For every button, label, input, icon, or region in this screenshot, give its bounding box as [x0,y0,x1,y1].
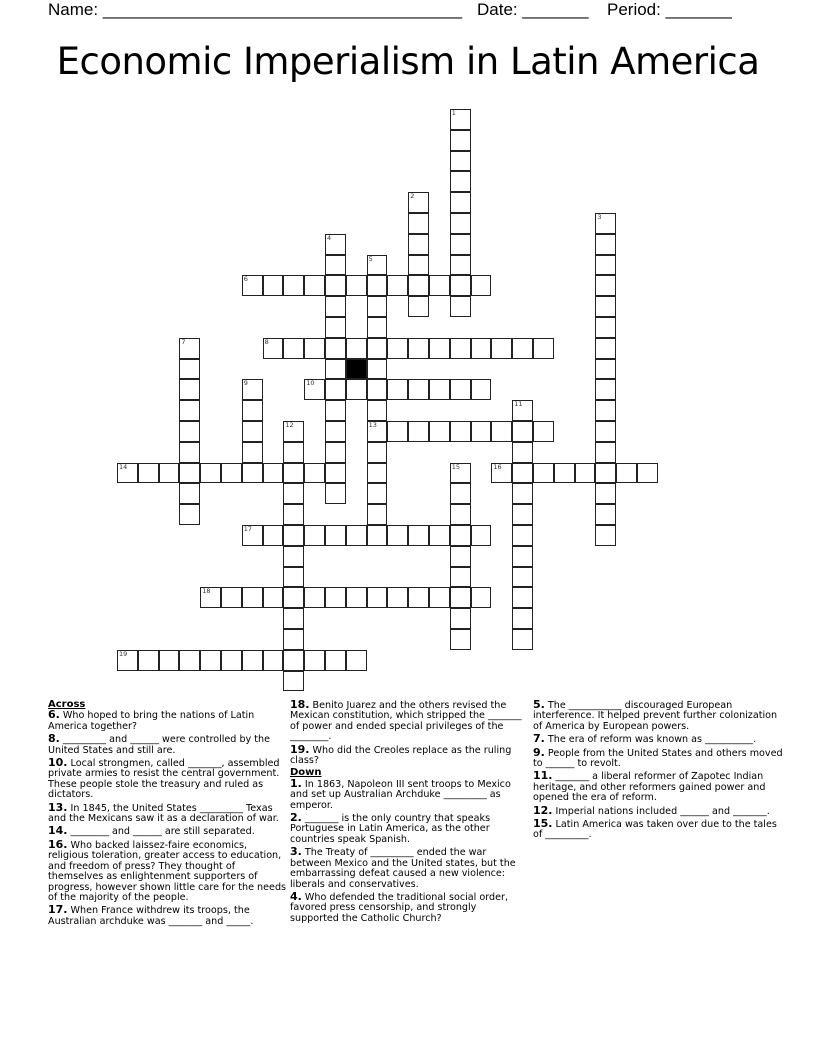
clue-number: 11. [533,769,553,783]
clue-number: 1. [290,776,302,790]
crossword-cell[interactable] [512,338,533,359]
crossword-cell[interactable] [242,421,263,442]
clue-number: 8. [48,732,60,746]
crossword-cell[interactable] [138,650,159,671]
crossword-cell[interactable] [367,504,388,525]
crossword-cell[interactable] [179,463,200,484]
crossword-cell[interactable] [283,567,304,588]
cell-number: 2 [410,192,415,201]
crossword-cell[interactable] [263,525,284,546]
crossword-cell[interactable] [346,275,367,296]
crossword-cell[interactable] [325,338,346,359]
cell-number: 10 [306,379,315,388]
crossword-cell[interactable] [512,629,533,650]
crossword-cell[interactable] [575,463,596,484]
crossword-cell[interactable] [450,629,471,650]
crossword-cell[interactable] [242,275,263,296]
cell-number: 16 [493,462,502,471]
crossword-cell[interactable] [512,483,533,504]
crossword-cell[interactable] [450,338,471,359]
cell-number: 1 [451,109,456,117]
crossword-cell[interactable] [346,650,367,671]
across-clue-16 [48,837,288,903]
crossword-cell[interactable] [471,421,492,442]
crossword-cell[interactable] [367,442,388,463]
crossword-cell[interactable] [325,359,346,380]
crossword-cell[interactable] [325,234,346,255]
down-clue-9 [533,745,783,770]
crossword-cell[interactable] [450,463,471,484]
crossword-cell[interactable] [554,463,575,484]
clue-text: Who backed laissez-faire economics, religious toleration, greater access to education, and freedom of press? They thought of themselves as enlightenment supporters of progress, however shown little care for the needs of the majority of the people. [48,839,287,903]
crossword-cell[interactable] [346,379,367,400]
crossword-cell[interactable] [450,379,471,400]
clue-text: ________ and ______ are still separated. [67,826,255,838]
crossword-cell[interactable] [512,587,533,608]
crossword-cell[interactable] [471,338,492,359]
crossword-cell[interactable] [367,317,388,338]
cell-number: 3 [597,213,602,221]
clue-text: _______ is the only country that speaks Portuguese in Latin America, as the other countries speak Spanish. [290,813,491,845]
crossword-cell[interactable] [367,255,388,276]
crossword-cell[interactable] [408,275,429,296]
crossword-cell[interactable] [367,463,388,484]
down-clue-5 [533,700,783,732]
crossword-cell[interactable] [367,338,388,359]
crossword-cell[interactable] [242,587,263,608]
cell-number: 19 [119,649,128,658]
clue-number: 16. [48,837,68,851]
page-title: Economic Imperialism in Latin America [56,40,760,83]
crossword-cell[interactable] [367,483,388,504]
clues-column-3 [533,700,783,843]
clues-column-1 [48,700,288,929]
crossword-cell[interactable] [450,275,471,296]
across-clue-13 [48,800,288,825]
crossword-cell[interactable] [221,650,242,671]
crossword-cell[interactable] [450,504,471,525]
crossword-cell[interactable] [242,650,263,671]
clue-text: _______ a liberal reformer of Zapotec Indian heritage, and other reformers gained power and opened the era of reform. [533,771,766,804]
clue-number: 19. [290,742,310,756]
clue-number: 18. [290,698,310,711]
crossword-cell[interactable] [450,213,471,234]
clue-text: Benito Juarez and the others revised the Mexican constitution, which stripped the _______ of power and ended special privileges of the ________. [290,700,522,743]
clue-text: Local strongmen, called _______, assembled private armies to resist the central government. These people stole the treasury and ruled as dictators. [48,758,280,801]
cell-number: 11 [514,400,523,409]
period-field[interactable]: Period: _______ [607,0,732,19]
crossword-cell[interactable] [283,546,304,567]
crossword-cell[interactable] [263,463,284,484]
across-clue-19 [290,742,528,767]
crossword-cell[interactable] [325,442,346,463]
clue-number: 10. [48,756,68,770]
crossword-cell[interactable] [346,525,367,546]
crossword-grid [117,109,677,699]
black-cell [346,359,367,380]
crossword-cell[interactable] [283,629,304,650]
crossword-cell[interactable] [450,151,471,172]
crossword-cell[interactable] [179,421,200,442]
down-clue-7 [533,734,783,745]
crossword-cell[interactable] [595,442,616,463]
clue-text: The era of reform was known as __________. [544,734,757,746]
crossword-cell[interactable] [200,650,221,671]
crossword-cell[interactable] [304,650,325,671]
crossword-cell[interactable] [387,587,408,608]
clue-number: 9. [533,745,545,759]
crossword-cell[interactable] [242,463,263,484]
crossword-cell[interactable] [408,192,429,213]
crossword-cell[interactable] [450,130,471,151]
crossword-cell[interactable] [221,463,242,484]
crossword-cell[interactable] [283,671,304,692]
cell-number: 18 [202,587,211,596]
crossword-cell[interactable] [408,296,429,317]
crossword-cell[interactable] [367,421,388,442]
crossword-cell[interactable] [283,525,304,546]
cell-number: 15 [451,462,461,471]
crossword-cell[interactable] [595,275,616,296]
crossword-cell[interactable] [179,650,200,671]
down-clue-1 [290,776,528,811]
crossword-cell[interactable] [450,171,471,192]
crossword-cell[interactable] [138,463,159,484]
cell-number: 4 [327,233,332,242]
crossword-cell[interactable] [325,296,346,317]
crossword-cell[interactable] [491,421,512,442]
across-clue-8 [48,734,288,756]
crossword-cell[interactable] [512,442,533,463]
crossword-cell[interactable] [408,213,429,234]
crossword-cell[interactable] [429,338,450,359]
crossword-cell[interactable] [387,421,408,442]
date-field[interactable]: Date: _______ [477,0,589,19]
crossword-cell[interactable] [325,317,346,338]
crossword-cell[interactable] [325,650,346,671]
clue-text: Who did the Creoles replace as the ruling class? [290,744,512,767]
crossword-cell[interactable] [325,483,346,504]
crossword-cell[interactable] [159,650,180,671]
clue-text: The ___________ discouraged European interference. It helped prevent further colonization of America by European powers. [533,700,778,732]
crossword-cell[interactable] [533,421,554,442]
clue-text: Latin America was taken over due to the tales of _________. [533,819,777,841]
crossword-cell[interactable] [242,442,263,463]
cell-number: 13 [368,421,377,429]
clue-text: Who defended the traditional social order, favored press censorship, and strongly supported the Catholic Church? [290,891,509,924]
crossword-cell[interactable] [450,234,471,255]
crossword-cell[interactable] [512,525,533,546]
clue-number: 12. [533,803,553,817]
crossword-cell[interactable] [512,546,533,567]
down-clue-3 [290,847,528,890]
crossword-cell[interactable] [429,379,450,400]
crossword-cell[interactable] [283,275,304,296]
clue-number: 17. [48,903,68,917]
cell-number: 7 [181,337,186,346]
crossword-cell[interactable] [637,463,658,484]
crossword-cell[interactable] [595,400,616,421]
crossword-cell[interactable] [408,379,429,400]
name-field[interactable]: Name: ______________________________________ [48,0,463,19]
crossword-cell[interactable] [367,296,388,317]
crossword-cell[interactable] [595,504,616,525]
crossword-cell[interactable] [263,587,284,608]
across-heading: Across [48,699,86,710]
crossword-cell[interactable] [533,463,554,484]
crossword-cell[interactable] [512,567,533,588]
crossword-cell[interactable] [367,587,388,608]
crossword-cell[interactable] [429,587,450,608]
crossword-cell[interactable] [595,317,616,338]
crossword-cell[interactable] [512,400,533,421]
crossword-cell[interactable] [408,421,429,442]
crossword-cell[interactable] [491,338,512,359]
crossword-cell[interactable] [429,525,450,546]
crossword-cell[interactable] [595,234,616,255]
across-clue-17 [48,905,288,927]
crossword-cell[interactable] [325,421,346,442]
crossword-cell[interactable] [242,525,263,546]
crossword-cell[interactable] [450,192,471,213]
crossword-cell[interactable] [450,483,471,504]
crossword-cell[interactable] [117,463,138,484]
crossword-cell[interactable] [283,504,304,525]
crossword-cell[interactable] [512,608,533,629]
crossword-cell[interactable] [367,525,388,546]
crossword-cell[interactable] [325,400,346,421]
crossword-cell[interactable] [408,234,429,255]
crossword-cell[interactable] [179,442,200,463]
cell-number: 17 [243,525,253,533]
crossword-cell[interactable] [242,379,263,400]
crossword-cell[interactable] [533,338,554,359]
crossword-cell[interactable] [325,379,346,400]
crossword-cell[interactable] [408,338,429,359]
crossword-cell[interactable] [595,296,616,317]
crossword-cell[interactable] [367,400,388,421]
crossword-cell[interactable] [283,650,304,671]
clue-text: _________ and ______ were controlled by the United States and still are. [48,734,271,756]
clue-number: 3. [290,845,302,859]
crossword-cell[interactable] [325,463,346,484]
crossword-cell[interactable] [450,255,471,276]
clue-number: 2. [290,811,302,825]
cell-number: 14 [119,462,128,471]
crossword-cell[interactable] [263,650,284,671]
clue-text: In 1845, the United States _________ Texas and the Mexicans saw it as a declaration of war. [48,802,279,825]
crossword-cell[interactable] [283,587,304,608]
crossword-cell[interactable] [200,463,221,484]
crossword-cell[interactable] [616,463,637,484]
crossword-cell[interactable] [471,587,492,608]
crossword-cell[interactable] [159,463,180,484]
crossword-cell[interactable] [450,525,471,546]
crossword-cell[interactable] [429,275,450,296]
crossword-cell[interactable] [367,379,388,400]
crossword-cell[interactable] [179,504,200,525]
crossword-cell[interactable] [471,275,492,296]
crossword-cell[interactable] [179,483,200,504]
crossword-cell[interactable] [179,400,200,421]
crossword-cell[interactable] [450,296,471,317]
across-clue-14 [48,826,288,837]
clue-text: Who hoped to bring the nations of Latin America together? [48,710,255,732]
crossword-cell[interactable] [471,379,492,400]
crossword-cell[interactable] [367,359,388,380]
crossword-cell[interactable] [450,608,471,629]
down-clue-15 [533,819,783,841]
crossword-cell[interactable] [283,483,304,504]
clues-column-2 [290,700,528,926]
crossword-cell[interactable] [512,463,533,484]
crossword-cell[interactable] [263,338,284,359]
down-clue-11 [533,771,783,803]
crossword-cell[interactable] [408,525,429,546]
crossword-cell[interactable] [263,275,284,296]
across-clue-6 [48,710,288,732]
crossword-cell[interactable] [346,587,367,608]
crossword-cell[interactable] [595,463,616,484]
down-clue-12 [533,803,783,817]
crossword-cell[interactable] [304,275,325,296]
crossword-cell[interactable] [367,275,388,296]
down-clue-4 [290,889,528,924]
clue-number: 13. [48,800,68,814]
crossword-cell[interactable] [512,504,533,525]
crossword-cell[interactable] [595,359,616,380]
cell-number: 5 [368,254,373,263]
crossword-cell[interactable] [179,379,200,400]
crossword-cell[interactable] [283,463,304,484]
across-clue-18 [290,700,528,743]
crossword-cell[interactable] [179,359,200,380]
crossword-cell[interactable] [387,379,408,400]
crossword-cell[interactable] [304,463,325,484]
crossword-cell[interactable] [387,525,408,546]
crossword-cell[interactable] [450,567,471,588]
crossword-cell[interactable] [304,379,325,400]
down-clue-2 [290,813,528,845]
student-info-header [0,0,816,24]
crossword-cell[interactable] [471,525,492,546]
cell-number: 9 [243,379,248,388]
cell-number: 12 [285,421,294,429]
crossword-cell[interactable] [283,338,304,359]
crossword-cell[interactable] [242,400,263,421]
clue-text: When France withdrew its troops, the Australian archduke was _______ and _____. [48,905,254,927]
crossword-cell[interactable] [595,379,616,400]
crossword-cell[interactable] [595,421,616,442]
clue-text: Imperial nations included ______ and _______. [552,805,770,817]
clue-number: 5. [533,698,545,711]
crossword-cell[interactable] [408,587,429,608]
crossword-cell[interactable] [595,525,616,546]
clue-number: 6. [48,708,60,722]
crossword-cell[interactable] [595,483,616,504]
crossword-cell[interactable] [304,525,325,546]
crossword-cell[interactable] [595,255,616,276]
clue-number: 7. [533,732,545,746]
crossword-cell[interactable] [491,463,512,484]
crossword-cell[interactable] [325,587,346,608]
cell-number: 6 [243,275,248,284]
crossword-cell[interactable] [283,421,304,442]
crossword-cell[interactable] [450,546,471,567]
crossword-cell[interactable] [283,442,304,463]
clue-number: 14. [48,824,68,838]
crossword-cell[interactable] [325,275,346,296]
clue-text: People from the United States and others moved to ______ to revolt. [533,747,783,770]
crossword-cell[interactable] [283,608,304,629]
crossword-cell[interactable] [595,213,616,234]
clue-text: The Treaty of _________ ended the war between Mexico and the United states, but the embarrassing defeat caused a new violence: liberals and conservatives. [290,847,516,890]
crossword-cell[interactable] [325,255,346,276]
crossword-cell[interactable] [408,255,429,276]
clue-text: In 1863, Napoleon III sent troops to Mexico and set up Australian Archduke _________ as emperor. [290,778,511,811]
crossword-cell[interactable] [387,275,408,296]
clue-number: 4. [290,889,302,903]
crossword-cell[interactable] [179,338,200,359]
crossword-cell[interactable] [221,587,242,608]
across-clue-10 [48,758,288,801]
crossword-cell[interactable] [595,338,616,359]
crossword-cell[interactable] [346,338,367,359]
crossword-cell[interactable] [200,587,221,608]
crossword-cell[interactable] [450,109,471,130]
crossword-cell[interactable] [304,587,325,608]
crossword-cell[interactable] [512,421,533,442]
crossword-cell[interactable] [387,338,408,359]
clue-number: 15. [533,817,553,831]
crossword-cell[interactable] [117,650,138,671]
crossword-cell[interactable] [429,421,450,442]
cell-number: 8 [264,337,269,346]
crossword-cell[interactable] [450,421,471,442]
crossword-cell[interactable] [304,338,325,359]
crossword-cell[interactable] [450,587,471,608]
crossword-cell[interactable] [325,525,346,546]
down-heading: Down [290,767,322,779]
